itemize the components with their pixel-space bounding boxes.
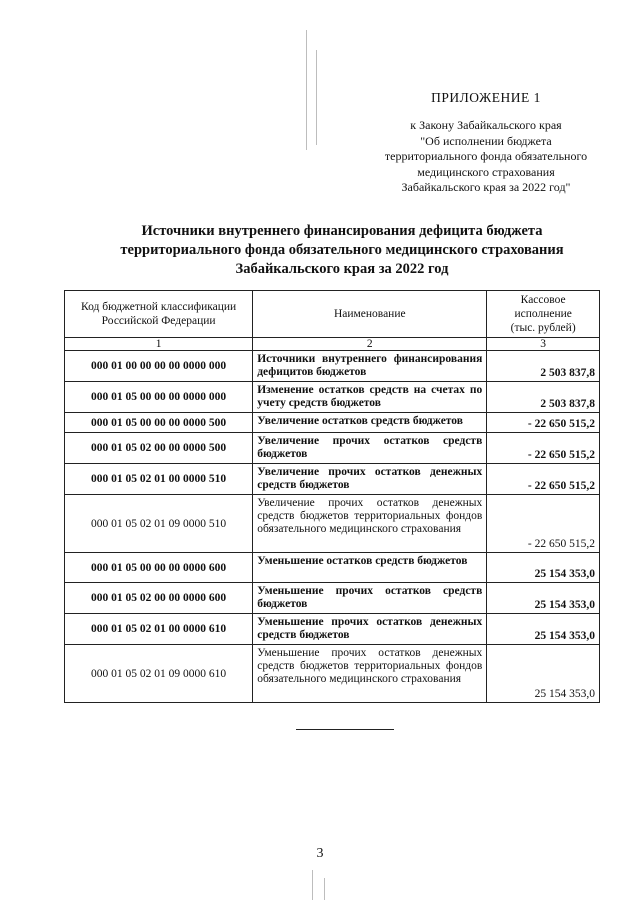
- table-row: [65, 614, 600, 645]
- title-line: Забайкальского края за 2022 год: [235, 261, 449, 277]
- code-cell: 000 01 05 02 01 00 0000 510: [65, 464, 253, 495]
- name-cell: Увеличение прочих остатков денежных средств бюджетов: [253, 464, 487, 495]
- title-line: Источники внутреннего финансирования дефицита бюджета: [141, 223, 543, 239]
- code-cell: 000 01 00 00 00 00 0000 000: [65, 351, 253, 382]
- scan-mark: [316, 50, 317, 145]
- appendix-line: территориального фонда обязательного: [384, 149, 588, 163]
- header-code: [65, 291, 253, 338]
- amount-cell: - 22 650 515,2: [487, 495, 600, 553]
- page-number: 3: [316, 846, 324, 861]
- header-code-line: Российской Федерации: [101, 315, 216, 327]
- end-separator: [296, 729, 394, 730]
- amount-cell: 25 154 353,0: [487, 583, 600, 614]
- amount-cell: - 22 650 515,2: [487, 464, 600, 495]
- amount-cell: 25 154 353,0: [487, 614, 600, 645]
- code-cell: 000 01 05 00 00 00 0000 000: [65, 382, 253, 413]
- table-row: [65, 583, 600, 614]
- column-number: 3: [487, 338, 600, 351]
- header-amount-line: исполнение: [514, 308, 572, 320]
- financing-sources-table: [64, 290, 600, 703]
- amount-cell: 25 154 353,0: [487, 553, 600, 583]
- name-cell: Источники внутреннего финансирования дефицитов бюджетов: [253, 351, 487, 382]
- table-row: [65, 413, 600, 433]
- table-row: [65, 464, 600, 495]
- table-row: [65, 553, 600, 583]
- header-name-line: Наименование: [333, 308, 406, 320]
- appendix-block: [360, 90, 612, 196]
- scan-mark: [324, 878, 325, 900]
- table-row: [65, 433, 600, 464]
- header-code-line: Код бюджетной классификации: [81, 301, 237, 313]
- amount-cell: 2 503 837,8: [487, 382, 600, 413]
- table-row: [65, 495, 600, 553]
- appendix-heading: ПРИЛОЖЕНИЕ 1: [431, 90, 541, 105]
- header-amount: [487, 291, 600, 338]
- table-header-row: [65, 291, 600, 338]
- appendix-line: медицинского страхования: [417, 164, 555, 179]
- code-cell: 000 01 05 02 00 00 0000 600: [65, 583, 253, 614]
- code-cell: 000 01 05 02 01 09 0000 610: [65, 645, 253, 703]
- table-row: [65, 351, 600, 382]
- title-line: территориального фонда обязательного медицинского страхования: [120, 242, 564, 258]
- name-cell: Уменьшение прочих остатков денежных средств бюджетов территориальных фондов обязательного медицинского страхования: [253, 645, 487, 703]
- appendix-line: к Закону Забайкальского края: [410, 118, 562, 132]
- header-amount-line: (тыс. рублей): [510, 322, 576, 334]
- table-row: [65, 645, 600, 703]
- header-amount-line: Кассовое: [520, 294, 566, 306]
- code-cell: 000 01 05 02 00 00 0000 500: [65, 433, 253, 464]
- code-cell: 000 01 05 00 00 00 0000 500: [65, 413, 253, 433]
- scan-mark: [306, 30, 307, 150]
- code-cell: 000 01 05 02 01 00 0000 610: [65, 614, 253, 645]
- column-number: 1: [65, 338, 253, 351]
- name-cell: Уменьшение остатков средств бюджетов: [253, 553, 487, 583]
- appendix-line: "Об исполнении бюджета: [420, 133, 552, 148]
- document-title: [64, 222, 620, 279]
- amount-cell: 2 503 837,8: [487, 351, 600, 382]
- name-cell: Уменьшение прочих остатков денежных средств бюджетов: [253, 614, 487, 645]
- header-name: [253, 291, 487, 338]
- appendix-line: Забайкальского края за 2022 год": [401, 180, 571, 194]
- table-row: [65, 382, 600, 413]
- name-cell: Увеличение остатков средств бюджетов: [253, 413, 487, 433]
- column-number-row: [65, 338, 600, 351]
- column-number: 2: [253, 338, 487, 351]
- name-cell: Изменение остатков средств на счетах по учету средств бюджетов: [253, 382, 487, 413]
- scan-mark: [312, 870, 313, 900]
- code-cell: 000 01 05 00 00 00 0000 600: [65, 553, 253, 583]
- name-cell: Увеличение прочих остатков средств бюджетов: [253, 433, 487, 464]
- code-cell: 000 01 05 02 01 09 0000 510: [65, 495, 253, 553]
- name-cell: Уменьшение прочих остатков средств бюджетов: [253, 583, 487, 614]
- amount-cell: - 22 650 515,2: [487, 433, 600, 464]
- amount-cell: 25 154 353,0: [487, 645, 600, 703]
- amount-cell: - 22 650 515,2: [487, 413, 600, 433]
- name-cell: Увеличение прочих остатков денежных средств бюджетов территориальных фондов обязательного медицинского страхования: [253, 495, 487, 553]
